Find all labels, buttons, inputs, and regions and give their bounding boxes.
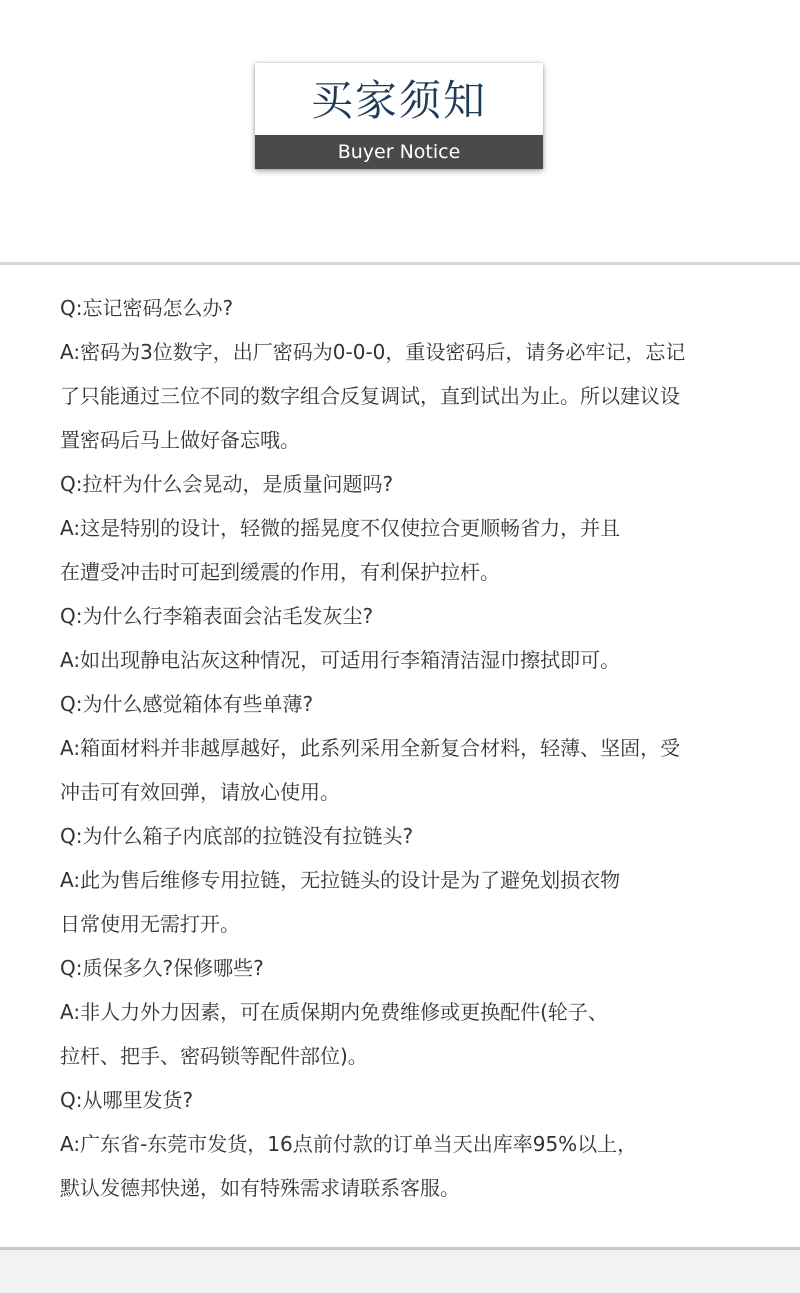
faq-line: Q:为什么箱子内底部的拉链没有拉链头? <box>60 824 414 848</box>
faq-line: Q:拉杆为什么会晃动，是质量问题吗? <box>60 472 394 496</box>
header-area <box>0 0 800 262</box>
faq-line: 拉杆、把手、密码锁等配件部位)。 <box>60 1044 368 1068</box>
faq-line: A:非人力外力因素，可在质保期内免费维修或更换配件(轮子、 <box>60 1000 608 1024</box>
faq-line: A:广东省-东莞市发货，16点前付款的订单当天出库率95%以上， <box>60 1132 638 1156</box>
faq-line: 在遭受冲击时可起到缓震的作用，有利保护拉杆。 <box>60 560 500 584</box>
faq-line: 了只能通过三位不同的数字组合反复调试，直到试出为止。所以建议设 <box>60 384 680 408</box>
faq-line: Q:质保多久?保修哪些? <box>60 956 264 980</box>
faq-line: 日常使用无需打开。 <box>60 912 240 936</box>
faq-line: 冲击可有效回弹，请放心使用。 <box>60 780 340 804</box>
bottom-divider <box>0 1247 800 1250</box>
page-subtitle: Buyer Notice <box>255 135 543 169</box>
faq-line: Q:为什么感觉箱体有些单薄? <box>60 692 314 716</box>
faq-line: Q:忘记密码怎么办? <box>60 296 234 320</box>
faq-line: A:箱面材料并非越厚越好，此系列采用全新复合材料，轻薄、坚固，受 <box>60 736 681 760</box>
faq-line: Q:为什么行李箱表面会沾毛发灰尘? <box>60 604 374 628</box>
faq-line: A:此为售后维修专用拉链，无拉链头的设计是为了避免划损衣物 <box>60 868 621 892</box>
faq-line: 置密码后马上做好备忘哦。 <box>60 428 300 452</box>
faq-line: A:如出现静电沾灰这种情况，可适用行李箱清洁湿巾擦拭即可。 <box>60 648 621 672</box>
faq-line: Q:从哪里发货? <box>60 1088 194 1112</box>
faq-lines <box>60 286 780 1210</box>
faq-line: 默认发德邦快递，如有特殊需求请联系客服。 <box>60 1176 460 1200</box>
faq-line: A:这是特别的设计，轻微的摇晃度不仅使拉合更顺畅省力，并且 <box>60 516 621 540</box>
faq-content <box>0 265 800 1247</box>
page-title: 买家须知 <box>310 76 487 125</box>
title-card <box>255 63 543 169</box>
faq-line: A:密码为3位数字，出厂密码为0-0-0，重设密码后，请务必牢记，忘记 <box>60 340 686 364</box>
